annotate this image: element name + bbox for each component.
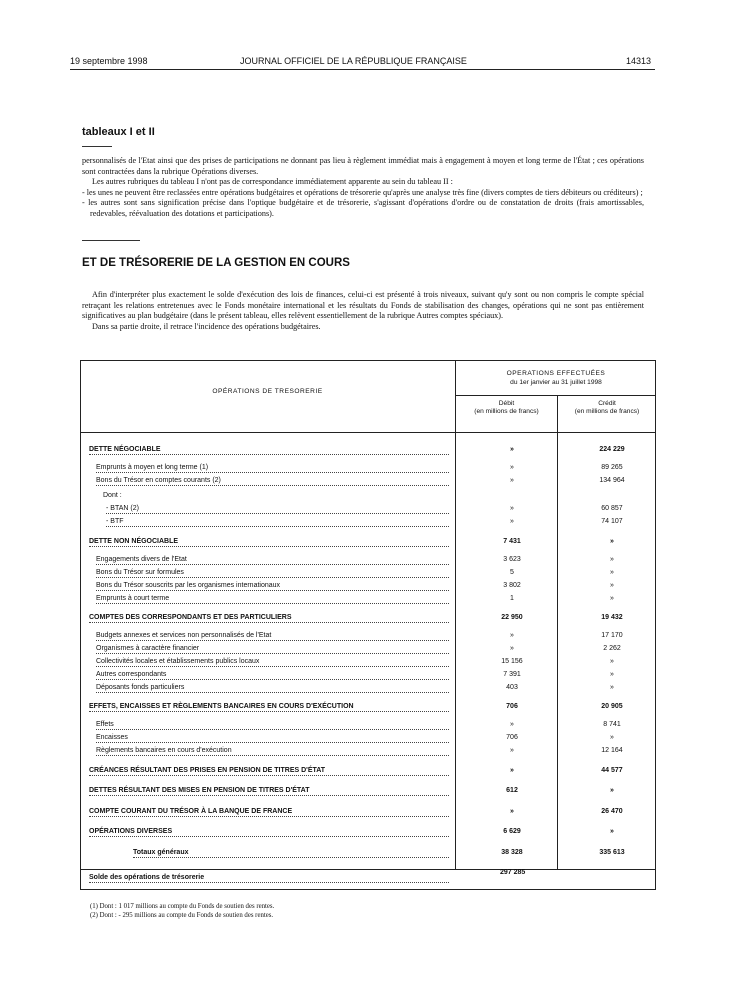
debit-value: 706 — [506, 703, 518, 710]
table-row — [89, 505, 649, 516]
row-label: Collectivités locales et établissements publics locaux — [96, 658, 260, 665]
credit-value: » — [610, 671, 614, 678]
section1-heading: tableaux I et II — [82, 126, 155, 138]
column-header-debit-unit: (en millions de francs) — [474, 408, 539, 415]
row-label: Organismes à caractère financier — [96, 645, 200, 652]
solde-label: Solde des opérations de trésorerie — [89, 874, 205, 881]
credit-value: » — [610, 658, 614, 665]
debit-value: 38 328 — [501, 849, 523, 856]
table-totals-rule — [80, 869, 656, 870]
row-label: Autres correspondants — [96, 671, 167, 678]
credit-value: 60 857 — [601, 505, 623, 512]
row-label: CRÉANCES RÉSULTANT DES PRISES EN PENSION DE TITRES D'ÉTAT — [89, 767, 326, 774]
table-row — [89, 492, 649, 503]
credit-value: » — [610, 538, 614, 545]
footnote: (2) Dont : - 295 millions au compte du Fonds de soutien des rentes. — [90, 912, 274, 919]
credit-value: 335 613 — [599, 849, 625, 856]
row-label: Bons du Trésor souscrits par les organismes internationaux — [96, 582, 281, 589]
credit-value: 17 170 — [601, 632, 623, 639]
credit-value: » — [610, 556, 614, 563]
header-rule — [70, 69, 655, 70]
row-label: Bons du Trésor sur formules — [96, 569, 184, 576]
credit-value: » — [610, 684, 614, 691]
debit-value: 612 — [506, 787, 518, 794]
section2-heading: ET DE TRÉSORERIE DE LA GESTION EN COURS — [82, 257, 350, 269]
table-row — [89, 703, 649, 714]
debit-value: » — [510, 518, 514, 525]
row-label: Règlements bancaires en cours d'exécution — [96, 747, 232, 754]
table-row — [89, 808, 649, 819]
debit-value: 22 950 — [501, 614, 523, 621]
table-row — [89, 477, 649, 488]
table-row — [89, 582, 649, 593]
solde-value: 297 285 — [500, 869, 526, 876]
table-row — [89, 569, 649, 580]
credit-value: » — [610, 582, 614, 589]
column-header-credit-unit: (en millions de francs) — [574, 408, 640, 415]
credit-value: 12 164 — [601, 747, 623, 754]
debit-value: » — [510, 721, 514, 728]
section1-list-item: - les autres sont sans signification précise dans l'optique budgétaire et de trésorerie, s'agissant d'opérations d'ordre ou de constatation de droits (frais amortissables, redevables, réévaluation des dotations et participations). — [82, 198, 644, 218]
header-date: 19 septembre 1998 — [70, 56, 148, 66]
table-row — [89, 632, 649, 643]
section2-paragraph: Dans sa partie droite, il retrace l'incidence des opérations budgétaires. — [92, 321, 321, 331]
table-row — [89, 787, 649, 798]
credit-value: » — [610, 595, 614, 602]
table-row — [89, 671, 649, 682]
table-header-rule — [80, 432, 656, 433]
column-header-operations-effectuees: OPERATIONS EFFECTUÉES — [506, 370, 606, 377]
section1-rule — [82, 146, 112, 147]
row-label: DETTE NÉGOCIABLE — [89, 446, 161, 453]
table-row — [89, 645, 649, 656]
table-row — [89, 828, 649, 839]
credit-value: 8 741 — [603, 721, 621, 728]
table-row — [89, 464, 649, 475]
credit-value: 224 229 — [599, 446, 625, 453]
debit-value: » — [510, 464, 514, 471]
credit-value: » — [610, 569, 614, 576]
debit-value: » — [510, 747, 514, 754]
table-subheader-rule — [455, 395, 656, 396]
table-row — [89, 446, 649, 457]
row-label: Emprunts à moyen et long terme (1) — [96, 464, 209, 471]
debit-value: 7 431 — [503, 538, 521, 545]
debit-value: 1 — [510, 595, 514, 602]
debit-value: » — [510, 477, 514, 484]
table-row — [89, 658, 649, 669]
debit-value: 403 — [506, 684, 518, 691]
debit-value: 3 623 — [503, 556, 521, 563]
column-header-operations: OPÉRATIONS DE TRESORERIE — [212, 388, 323, 395]
credit-value: » — [610, 787, 614, 794]
row-label: Effets — [96, 721, 114, 728]
credit-value: 44 577 — [601, 767, 623, 774]
debit-value: » — [510, 505, 514, 512]
debit-value: 7 391 — [503, 671, 521, 678]
debit-value: 6 629 — [503, 828, 521, 835]
table-row — [89, 518, 649, 529]
credit-value: 134 964 — [599, 477, 625, 484]
table-row — [89, 614, 649, 625]
table-row — [89, 767, 649, 778]
row-label: Bons du Trésor en comptes courants (2) — [96, 477, 221, 484]
row-label: EFFETS, ENCAISSES ET RÈGLEMENTS BANCAIRES EN COURS D'EXÉCUTION — [89, 703, 354, 710]
table-row — [89, 595, 649, 606]
section1-list-item: - les unes ne peuvent être reclassées entre opérations budgétaires et opérations de trésorerie qu'après une analyse très fine (divers comptes de tiers débiteurs ou créditeurs) ; — [82, 187, 643, 197]
footnote: (1) Dont : 1 017 millions au compte du Fonds de soutien des rentes. — [90, 903, 275, 910]
column-header-period: du 1er janvier au 31 juillet 1998 — [510, 379, 602, 386]
row-label: COMPTES DES CORRESPONDANTS ET DES PARTICULIERS — [89, 614, 292, 621]
table-row — [89, 721, 649, 732]
debit-value: » — [510, 767, 514, 774]
row-label: Budgets annexes et services non personnalisés de l'Etat — [96, 632, 272, 639]
credit-value: 2 262 — [603, 645, 621, 652]
table-row — [89, 734, 649, 745]
row-label: Emprunts à court terme — [96, 595, 170, 602]
row-label: DETTES RÉSULTANT DES MISES EN PENSION DE TITRES D'ÉTAT — [89, 787, 310, 794]
table-row-solde — [89, 874, 649, 885]
row-label: Déposants fonds particuliers — [96, 684, 185, 691]
table-row — [89, 556, 649, 567]
credit-value: » — [610, 828, 614, 835]
debit-value: » — [510, 446, 514, 453]
table-row — [89, 684, 649, 695]
row-label: - BTF — [106, 518, 124, 525]
debit-value: » — [510, 632, 514, 639]
row-label: Encaisses — [96, 734, 128, 741]
row-label: Engagements divers de l'Etat — [96, 556, 187, 563]
debit-value: » — [510, 808, 514, 815]
row-label: - BTAN (2) — [106, 505, 139, 512]
header-page-number: 14313 — [626, 56, 652, 66]
row-label: Totaux généraux — [133, 849, 189, 856]
credit-value: 19 432 — [601, 614, 623, 621]
credit-value: » — [610, 734, 614, 741]
section2-paragraph: Afin d'interpréter plus exactement le solde d'exécution des lois de finances, celui-ci est présenté à trois niveaux, suivant qu'y sont ou non compris le compte spécial retraçant les relations entretenues avec le Fonds monétaire international et les résultats du Fonds de stabilisation des changes, opérations qui ne sont pas entièrement significatives au plan budgétaire (dans le présent tableau, elles relèvent essentiellement de la rubrique Autres comptes spéciaux). — [82, 290, 644, 321]
table-row — [89, 747, 649, 758]
debit-value: 15 156 — [501, 658, 523, 665]
credit-value: 89 265 — [601, 464, 623, 471]
table-row — [89, 849, 649, 860]
row-label: OPÉRATIONS DIVERSES — [89, 828, 173, 835]
section1-paragraph: Les autres rubriques du tableau I n'ont pas de correspondance immédiatement apparente au sein du tableau II : — [92, 177, 453, 187]
debit-value: » — [510, 645, 514, 652]
row-label: COMPTE COURANT DU TRÉSOR À LA BANQUE DE FRANCE — [89, 808, 293, 815]
section1-end-rule — [82, 240, 140, 241]
column-header-credit: Crédit — [598, 400, 616, 407]
section2-text — [82, 290, 644, 332]
debit-value: 5 — [510, 569, 514, 576]
credit-value: 74 107 — [601, 518, 623, 525]
section1-text — [82, 156, 644, 220]
row-label: Dont : — [103, 492, 122, 499]
debit-value: 3 802 — [503, 582, 521, 589]
section1-paragraph: personnalisés de l'Etat ainsi que des prises de participations ne donnant pas lieu à règlement immédiat mais à engagement à moyen et long terme de l'État ; ces opérations sont contractées dans la rubrique Opérations diverses. — [82, 156, 644, 176]
debit-value: 706 — [506, 734, 518, 741]
row-label: DETTE NON NÉGOCIABLE — [89, 538, 179, 545]
header-title: JOURNAL OFFICIEL DE LA RÉPUBLIQUE FRANÇAISE — [240, 56, 467, 66]
table-row — [89, 538, 649, 549]
column-header-debit: Débit — [498, 400, 515, 407]
credit-value: 26 470 — [601, 808, 623, 815]
credit-value: 20 905 — [601, 703, 623, 710]
